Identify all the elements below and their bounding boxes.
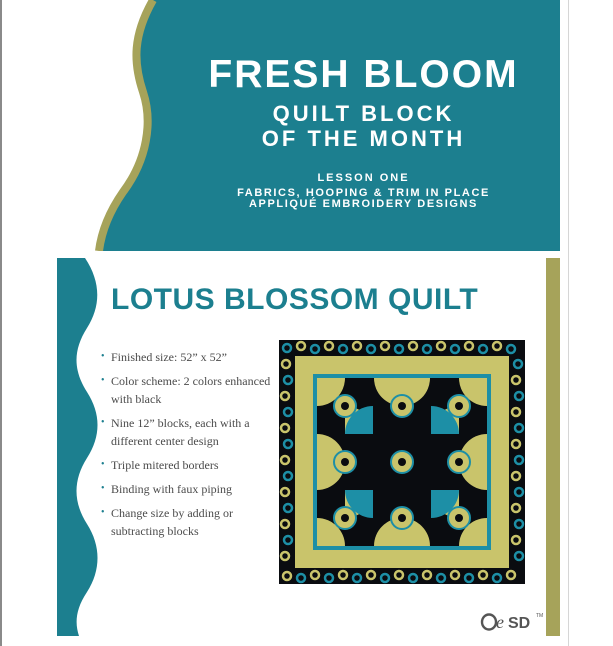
- svg-text:TM: TM: [536, 613, 544, 619]
- gold-side-bar: [546, 258, 560, 636]
- bullet-icon: •: [101, 375, 105, 386]
- svg-text:e: e: [496, 612, 504, 632]
- bullet-icon: •: [101, 417, 105, 428]
- quilt-photo-icon: [279, 340, 525, 584]
- list-item-text: Binding with faux piping: [111, 482, 232, 496]
- bullet-icon: •: [101, 483, 105, 494]
- bullet-icon: •: [101, 507, 105, 518]
- feature-list: [101, 348, 281, 546]
- lesson-description-line2: APPLIQUÉ EMBROIDERY DESIGNS: [248, 198, 478, 210]
- list-item: [101, 414, 281, 450]
- list-item: [101, 456, 281, 474]
- lesson-description-line1: FABRICS, HOOPING & TRIM IN PLACE: [237, 187, 490, 199]
- slide-subtitle-line2: OF THE MONTH: [261, 126, 466, 151]
- list-item-text: Change size by adding or subtracting blocks: [111, 506, 233, 538]
- slide-title: FRESH BLOOM: [208, 53, 519, 96]
- quilt-info-slide: [57, 258, 560, 636]
- page-edge-rule-right: [568, 0, 569, 646]
- list-item-text: Color scheme: 2 colors enhanced with black: [111, 374, 271, 406]
- slide-subtitle-line1: QUILT BLOCK: [272, 101, 455, 126]
- list-item-text: Nine 12” blocks, each with a different center design: [111, 416, 250, 448]
- page-edge-rule: [0, 0, 2, 646]
- list-item-text: Finished size: 52” x 52”: [111, 350, 227, 364]
- title-slide: [57, 0, 560, 251]
- list-item-text: Triple mitered borders: [111, 458, 219, 472]
- list-item: [101, 480, 281, 498]
- list-item: [101, 372, 281, 408]
- bullet-icon: •: [101, 351, 105, 362]
- list-item: [101, 348, 281, 366]
- list-item: [101, 504, 281, 540]
- svg-text:SD: SD: [508, 615, 531, 632]
- bullet-icon: •: [101, 459, 105, 470]
- quilt-title: LOTUS BLOSSOM QUILT: [111, 283, 479, 316]
- oesd-logo-icon: [480, 610, 550, 632]
- lesson-label: LESSON ONE: [317, 172, 410, 184]
